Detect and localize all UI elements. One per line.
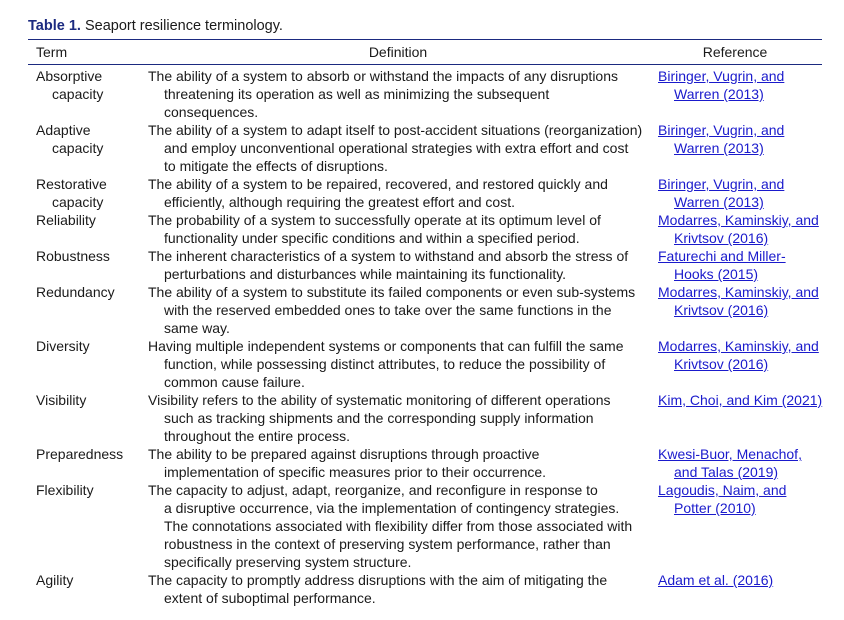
reference-link-line bbox=[658, 337, 828, 355]
reference-link[interactable]: Krivtsov (2016) bbox=[674, 356, 769, 372]
reference-link[interactable]: Biringer, Vugrin, and bbox=[658, 68, 785, 84]
table-row bbox=[0, 337, 844, 391]
definition-cell-line: The inherent characteristics of a system to withstand and absorb the stress of bbox=[148, 248, 629, 264]
reference-cell bbox=[652, 391, 828, 445]
definition-cell-line: and employ unconventional operational strategies with extra effort and cost bbox=[164, 140, 629, 156]
term-cell bbox=[0, 391, 148, 445]
term-cell bbox=[0, 571, 148, 607]
definition-cell-line: specifically preserving system structure. bbox=[164, 554, 412, 570]
term-cell bbox=[0, 67, 148, 121]
reference-link[interactable]: Warren (2013) bbox=[674, 140, 764, 156]
reference-link-line bbox=[658, 463, 828, 481]
term-cell-line: Reliability bbox=[36, 212, 96, 228]
definition-cell-line: The ability of a system to substitute its failed components or even sub-systems bbox=[148, 284, 636, 300]
reference-link-line bbox=[658, 499, 828, 517]
term-cell bbox=[0, 445, 148, 481]
term-cell-line: Agility bbox=[36, 572, 74, 588]
reference-cell bbox=[652, 445, 828, 481]
term-cell-line: Flexibility bbox=[36, 482, 94, 498]
reference-cell bbox=[652, 247, 828, 283]
reference-cell bbox=[652, 283, 828, 337]
definition-cell-line: throughout the entire process. bbox=[164, 428, 351, 444]
reference-cell bbox=[652, 481, 828, 571]
definition-cell-line: efficiently, although requiring the greatest effort and cost. bbox=[164, 194, 515, 210]
definition-cell bbox=[148, 571, 652, 607]
term-cell bbox=[0, 481, 148, 571]
reference-cell bbox=[652, 571, 828, 607]
table-top-rule bbox=[28, 39, 822, 40]
definition-cell-line: The ability to be prepared against disruptions through proactive bbox=[148, 446, 540, 462]
reference-link-line bbox=[658, 247, 828, 265]
table-caption bbox=[28, 17, 283, 35]
table-row bbox=[0, 175, 844, 211]
table-caption-text: Seaport resilience terminology. bbox=[84, 18, 283, 34]
definition-cell bbox=[148, 67, 652, 121]
reference-link[interactable]: Krivtsov (2016) bbox=[674, 302, 769, 318]
reference-link[interactable]: Lagoudis, Naim, and bbox=[658, 482, 787, 498]
reference-link[interactable]: Faturechi and Miller- bbox=[658, 248, 786, 264]
definition-cell-line: robustness in the context of preserving system performance, rather than bbox=[164, 536, 611, 552]
definition-cell-line: consequences. bbox=[164, 104, 259, 120]
table-row bbox=[0, 481, 844, 571]
definition-cell bbox=[148, 481, 652, 571]
table-row bbox=[0, 391, 844, 445]
definition-cell bbox=[148, 445, 652, 481]
reference-link[interactable]: Kwesi-Buor, Menachof, bbox=[658, 446, 802, 462]
reference-cell bbox=[652, 175, 828, 211]
definition-cell-line: extent of suboptimal performance. bbox=[164, 590, 376, 606]
term-cell bbox=[0, 283, 148, 337]
reference-link-line bbox=[658, 445, 828, 463]
term-cell-line: Absorptive bbox=[36, 68, 103, 84]
reference-link-line bbox=[658, 85, 828, 103]
header-term: Term bbox=[36, 44, 68, 60]
reference-link[interactable]: Modarres, Kaminskiy, and bbox=[658, 284, 819, 300]
reference-link[interactable]: Biringer, Vugrin, and bbox=[658, 122, 785, 138]
reference-link[interactable]: Adam et al. (2016) bbox=[658, 572, 774, 588]
definition-cell-line: to mitigate the effects of disruptions. bbox=[164, 158, 388, 174]
definition-cell bbox=[148, 283, 652, 337]
definition-cell-line: The ability of a system to be repaired, recovered, and restored quickly and bbox=[148, 176, 608, 192]
definition-cell bbox=[148, 337, 652, 391]
header-reference: Reference bbox=[702, 44, 768, 60]
definition-cell-line: Visibility refers to the ability of systematic monitoring of different operations bbox=[148, 392, 611, 408]
term-cell-line: Adaptive bbox=[36, 122, 91, 138]
reference-link-line bbox=[658, 355, 828, 373]
reference-link-line bbox=[658, 193, 828, 211]
term-cell-line: Diversity bbox=[36, 338, 90, 354]
term-cell bbox=[0, 121, 148, 175]
table-row bbox=[0, 571, 844, 607]
definition-cell-line: The capacity to adjust, adapt, reorganize, and reconfigure in response to bbox=[148, 482, 598, 498]
definition-cell-line: same way. bbox=[164, 320, 230, 336]
term-cell bbox=[0, 247, 148, 283]
definition-cell-line: Having multiple independent systems or components that can fulfill the same bbox=[148, 338, 624, 354]
term-cell-line: Redundancy bbox=[36, 284, 115, 300]
reference-link-line bbox=[658, 67, 828, 85]
reference-link[interactable]: Kim, Choi, and Kim (2021) bbox=[658, 392, 823, 408]
table-header-rule bbox=[28, 64, 822, 65]
definition-cell-line: function, while possessing distinct attributes, to reduce the possibility of bbox=[164, 356, 606, 372]
definition-cell-line: The connotations associated with flexibility differ from those associated with bbox=[164, 518, 633, 534]
table-caption-label: Table 1. bbox=[28, 18, 81, 34]
reference-link-line bbox=[658, 301, 828, 319]
reference-link[interactable]: Potter (2010) bbox=[674, 500, 756, 516]
reference-link-line bbox=[658, 229, 828, 247]
term-cell-line: Robustness bbox=[36, 248, 110, 264]
term-cell-line: capacity bbox=[52, 194, 104, 210]
reference-link-line bbox=[658, 175, 828, 193]
term-cell bbox=[0, 211, 148, 247]
reference-link[interactable]: Modarres, Kaminskiy, and bbox=[658, 338, 819, 354]
reference-link-line bbox=[658, 571, 828, 589]
header-definition: Definition bbox=[368, 44, 428, 60]
reference-link[interactable]: Warren (2013) bbox=[674, 86, 764, 102]
reference-link-line bbox=[658, 121, 828, 139]
reference-cell bbox=[652, 67, 828, 121]
reference-link[interactable]: and Talas (2019) bbox=[674, 464, 779, 480]
definition-cell-line: implementation of specific measures prior to their occurrence. bbox=[164, 464, 547, 480]
reference-link[interactable]: Biringer, Vugrin, and bbox=[658, 176, 785, 192]
definition-cell bbox=[148, 175, 652, 211]
reference-link[interactable]: Warren (2013) bbox=[674, 194, 764, 210]
table-row bbox=[0, 67, 844, 121]
definition-cell-line: a disruptive occurrence, via the implementation of contingency strategies. bbox=[164, 500, 620, 516]
reference-link[interactable]: Modarres, Kaminskiy, and bbox=[658, 212, 819, 228]
table-row bbox=[0, 283, 844, 337]
definition-cell-line: functionality under specific conditions and within a specified period. bbox=[164, 230, 580, 246]
reference-cell bbox=[652, 337, 828, 391]
definition-cell-line: The ability of a system to absorb or withstand the impacts of any disruptions bbox=[148, 68, 619, 84]
term-cell bbox=[0, 337, 148, 391]
definition-cell bbox=[148, 121, 652, 175]
reference-link-line bbox=[658, 139, 828, 157]
definition-cell-line: The capacity to promptly address disruptions with the aim of mitigating the bbox=[148, 572, 608, 588]
reference-link-line bbox=[658, 481, 828, 499]
definition-cell bbox=[148, 211, 652, 247]
reference-link-line bbox=[658, 211, 828, 229]
term-cell bbox=[0, 175, 148, 211]
definition-cell-line: common cause failure. bbox=[164, 374, 305, 390]
term-cell-line: capacity bbox=[52, 86, 104, 102]
definition-cell-line: with the reserved embedded ones to take over the same functions in the bbox=[164, 302, 612, 318]
table-row bbox=[0, 445, 844, 481]
definition-cell-line: such as tracking shipments and the corresponding supply information bbox=[164, 410, 594, 426]
definition-cell-line: threatening its operation as well as minimizing the subsequent bbox=[164, 86, 550, 102]
reference-cell bbox=[652, 211, 828, 247]
definition-cell bbox=[148, 391, 652, 445]
table-body bbox=[0, 67, 844, 607]
reference-link[interactable]: Krivtsov (2016) bbox=[674, 230, 769, 246]
term-cell-line: Visibility bbox=[36, 392, 87, 408]
table-row bbox=[0, 247, 844, 283]
reference-cell bbox=[652, 121, 828, 175]
definition-cell-line: perturbations and disturbances while maintaining its functionality. bbox=[164, 266, 567, 282]
term-cell-line: capacity bbox=[52, 140, 104, 156]
reference-link-line bbox=[658, 391, 828, 409]
definition-cell bbox=[148, 247, 652, 283]
table-row bbox=[0, 211, 844, 247]
reference-link[interactable]: Hooks (2015) bbox=[674, 266, 759, 282]
definition-cell-line: The ability of a system to adapt itself to post-accident situations (reorganization) bbox=[148, 122, 643, 138]
term-cell-line: Restorative bbox=[36, 176, 107, 192]
reference-link-line bbox=[658, 283, 828, 301]
reference-link-line bbox=[658, 265, 828, 283]
definition-cell-line: The probability of a system to successfully operate at its optimum level of bbox=[148, 212, 601, 228]
table-row bbox=[0, 121, 844, 175]
term-cell-line: Preparedness bbox=[36, 446, 124, 462]
